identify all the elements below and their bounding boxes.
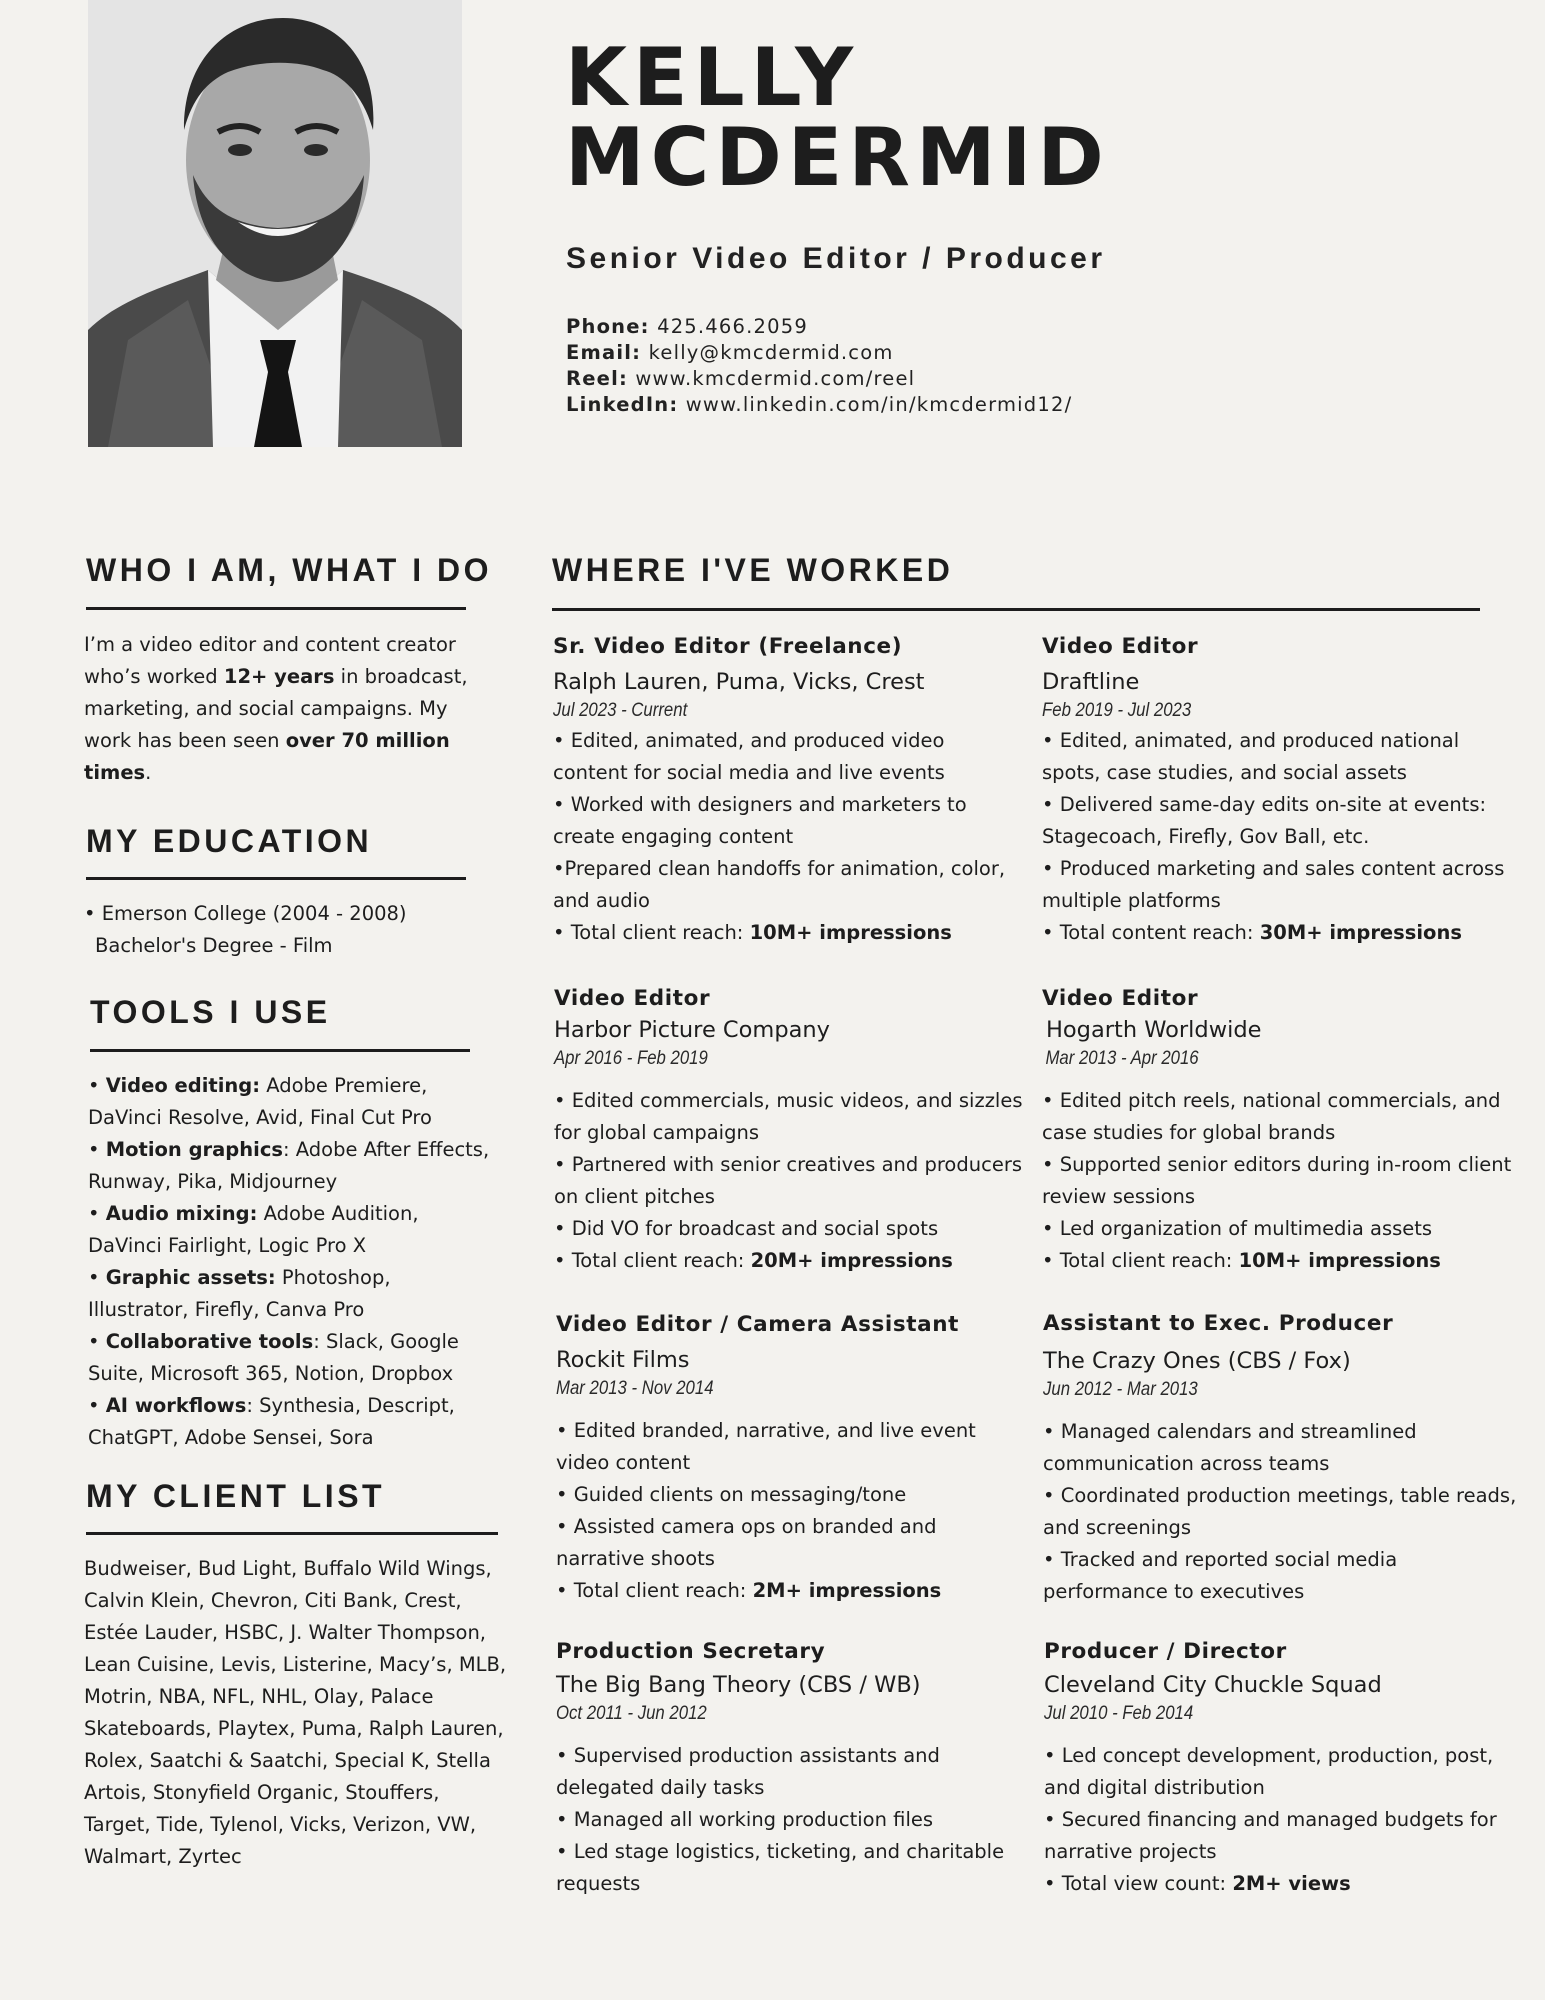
job-reach	[1042, 917, 1522, 949]
job-dates: Mar 2013 - Apr 2016	[1045, 1047, 1199, 1069]
job-bullet: • Led stage logistics, ticketing, and charitable requests	[556, 1840, 1005, 1895]
job-bullet: • Edited, animated, and produced video content for social media and live events	[553, 729, 945, 784]
who-text-2: in broadcast, marketing, and social campaigns. My work has been seen	[84, 665, 468, 752]
job-bullet: • Worked with designers and marketers to create engaging content	[553, 793, 967, 848]
job-reach-value: 2M+ views	[1232, 1872, 1351, 1895]
job-bullets	[1043, 1416, 1523, 1608]
tool-names: : Synthesia, Descript, ChatGPT, Adobe Sensei, Sora	[88, 1394, 455, 1449]
job-dates: Feb 2019 - Jul 2023	[1042, 699, 1192, 721]
job-bullet: • Guided clients on messaging/tone	[556, 1483, 907, 1506]
job-title: Video Editor	[1042, 986, 1199, 1011]
job-bullets	[1042, 725, 1522, 949]
candidate-name	[565, 31, 1110, 204]
work-divider	[552, 608, 1480, 611]
contact-reel-value: www.kmcdermid.com/reel	[635, 367, 916, 390]
profile-photo	[88, 0, 462, 447]
job-bullets	[553, 725, 1023, 949]
who-text-1: I’m a video editor and content creator who’s worked	[84, 633, 456, 688]
job-reach	[554, 1245, 1024, 1277]
job-reach-value: 10M+ impressions	[749, 921, 952, 944]
job-title: Producer / Director	[1044, 1639, 1287, 1664]
job-entry	[556, 1638, 1026, 1900]
tool-category: Motion graphics	[105, 1138, 284, 1161]
job-bullets	[554, 1085, 1024, 1277]
job-company: Cleveland City Chuckle Squad	[1044, 1672, 1382, 1698]
work-section-title: WHERE I'VE WORKED	[552, 552, 954, 588]
job-bullet: • Managed calendars and streamlined communication across teams	[1043, 1420, 1417, 1475]
tool-names: : Slack, Google Suite, Microsoft 365, Notion, Dropbox	[88, 1330, 459, 1385]
job-title: Assistant to Exec. Producer	[1043, 1311, 1394, 1336]
clients-divider	[86, 1532, 498, 1535]
job-entry	[553, 633, 1023, 949]
job-reach-value: 30M+ impressions	[1259, 921, 1462, 944]
job-dates: Jul 2023 - Current	[553, 699, 688, 721]
job-reach-value: 10M+ impressions	[1238, 1249, 1441, 1272]
clients-section-title: MY CLIENT LIST	[86, 1478, 386, 1514]
job-title: Sr. Video Editor (Freelance)	[553, 634, 903, 659]
job-title: Video Editor / Camera Assistant	[556, 1312, 960, 1337]
tool-names: Adobe Premiere, DaVinci Resolve, Avid, Final Cut Pro	[88, 1074, 432, 1129]
job-bullet: • Edited commercials, music videos, and sizzles for global campaigns	[554, 1089, 1023, 1144]
contact-phone[interactable]	[566, 314, 1072, 340]
education-section-title: MY EDUCATION	[86, 823, 373, 859]
tool-item: • Video editing: Adobe Premiere, DaVinci Resolve, Avid, Final Cut Pro	[88, 1074, 432, 1129]
contact-linkedin-label: LinkedIn:	[566, 393, 679, 416]
job-entry	[1043, 1310, 1523, 1608]
job-bullet: • Supervised production assistants and delegated daily tasks	[556, 1744, 940, 1799]
job-reach	[553, 917, 1023, 949]
job-bullet: • Secured financing and managed budgets for narrative projects	[1044, 1808, 1497, 1863]
tool-names: : Adobe After Effects, Runway, Pika, Midjourney	[88, 1138, 490, 1193]
job-reach-value: 20M+ impressions	[750, 1249, 953, 1272]
job-bullet: • Assisted camera ops on branded and narrative shoots	[556, 1515, 937, 1570]
job-dates: Apr 2016 - Feb 2019	[554, 1047, 708, 1069]
job-bullet: • Coordinated production meetings, table reads, and screenings	[1043, 1484, 1517, 1539]
job-company: Ralph Lauren, Puma, Vicks, Crest	[553, 669, 925, 695]
job-headline: Senior Video Editor / Producer	[566, 242, 1106, 275]
job-title: Video Editor	[1042, 634, 1199, 659]
tool-category: Collaborative tools	[105, 1330, 314, 1353]
job-entry	[1042, 985, 1522, 1277]
job-reach-label: • Total content reach:	[1042, 921, 1260, 944]
tools-section-title: TOOLS I USE	[90, 994, 331, 1030]
job-reach-label: • Total view count:	[1044, 1872, 1233, 1895]
tool-category: Video editing:	[105, 1074, 261, 1097]
contact-phone-value: 425.466.2059	[657, 315, 808, 338]
education-divider	[86, 877, 466, 880]
tool-item: • Audio mixing: Adobe Audition, DaVinci Fairlight, Logic Pro X	[88, 1202, 419, 1257]
tools-divider	[90, 1049, 470, 1052]
job-company: Rockit Films	[556, 1347, 690, 1373]
tool-category: AI workflows	[105, 1394, 247, 1417]
job-company: Harbor Picture Company	[554, 1017, 830, 1043]
job-company: The Crazy Ones (CBS / Fox)	[1043, 1348, 1351, 1374]
job-bullet: • Led organization of multimedia assets	[1042, 1217, 1433, 1240]
job-company: Hogarth Worldwide	[1046, 1017, 1262, 1043]
job-bullet: • Managed all working production files	[556, 1808, 934, 1831]
education-degree: Bachelor's Degree - Film	[95, 934, 333, 957]
who-section-title: WHO I AM, WHAT I DO	[86, 552, 492, 588]
job-reach-value: 2M+ impressions	[752, 1579, 942, 1602]
contact-email-label: Email:	[566, 341, 642, 364]
job-bullet: • Edited, animated, and produced national spots, case studies, and social assets	[1042, 729, 1460, 784]
contact-block	[566, 314, 1072, 418]
job-title: Production Secretary	[556, 1639, 826, 1664]
job-title: Video Editor	[554, 986, 711, 1011]
name-last: MCDERMID	[565, 111, 1110, 204]
job-reach-label: • Total client reach:	[554, 1249, 751, 1272]
tool-names: Adobe Audition, DaVinci Fairlight, Logic Pro X	[88, 1202, 419, 1257]
contact-phone-label: Phone:	[566, 315, 650, 338]
contact-linkedin[interactable]	[566, 392, 1072, 418]
contact-linkedin-value: www.linkedin.com/in/kmcdermid12/	[685, 393, 1073, 416]
job-bullet: • Did VO for broadcast and social spots	[554, 1217, 939, 1240]
job-reach	[556, 1575, 1026, 1607]
tool-item: • AI workflows: Synthesia, Descript, ChatGPT, Adobe Sensei, Sora	[88, 1394, 455, 1449]
job-bullets	[1042, 1085, 1522, 1277]
contact-reel[interactable]	[566, 366, 1072, 392]
contact-reel-label: Reel:	[566, 367, 628, 390]
job-bullet: •Prepared clean handoffs for animation, color, and audio	[553, 857, 1006, 912]
tool-item: • Collaborative tools: Slack, Google Suite, Microsoft 365, Notion, Dropbox	[88, 1330, 459, 1385]
tool-category: Audio mixing:	[105, 1202, 258, 1225]
job-company: Draftline	[1042, 669, 1140, 695]
job-bullets	[556, 1740, 1026, 1900]
job-dates: Jul 2010 - Feb 2014	[1044, 1702, 1194, 1724]
who-highlight-views: over 70 million times	[84, 729, 450, 784]
education-entry	[84, 898, 484, 962]
job-reach	[1044, 1868, 1524, 1900]
job-bullet: • Tracked and reported social media performance to executives	[1043, 1548, 1398, 1603]
who-highlight-years: 12+ years	[223, 665, 335, 688]
contact-email[interactable]	[566, 340, 1072, 366]
job-bullet: • Edited branded, narrative, and live event video content	[556, 1419, 976, 1474]
job-dates: Oct 2011 - Jun 2012	[556, 1702, 707, 1724]
who-divider	[86, 607, 466, 610]
job-bullet: • Led concept development, production, post, and digital distribution	[1044, 1744, 1494, 1799]
job-bullets	[1044, 1740, 1524, 1900]
tool-item: • Motion graphics: Adobe After Effects, Runway, Pika, Midjourney	[88, 1138, 490, 1193]
job-dates: Jun 2012 - Mar 2013	[1043, 1378, 1198, 1400]
job-bullet: • Partnered with senior creatives and producers on client pitches	[554, 1153, 1022, 1208]
tool-item: • Graphic assets: Photoshop, Illustrator, Firefly, Canva Pro	[88, 1266, 391, 1321]
education-school: • Emerson College (2004 - 2008)	[84, 902, 407, 925]
job-bullet: • Delivered same-day edits on-site at events: Stagecoach, Firefly, Gov Ball, etc.	[1042, 793, 1487, 848]
job-reach-label: • Total client reach:	[556, 1579, 753, 1602]
job-reach-label: • Total client reach:	[553, 921, 750, 944]
tool-names: Photoshop, Illustrator, Firefly, Canva Pro	[88, 1266, 391, 1321]
job-reach-label: • Total client reach:	[1042, 1249, 1239, 1272]
job-reach	[1042, 1245, 1522, 1277]
job-bullet: • Edited pitch reels, national commercials, and case studies for global brands	[1042, 1089, 1501, 1144]
job-entry	[1042, 633, 1522, 949]
job-entry	[556, 1311, 1026, 1607]
tools-list	[88, 1070, 493, 1454]
client-list: Budweiser, Bud Light, Buffalo Wild Wings, Calvin Klein, Chevron, Citi Bank, Crest, Estée Lauder, HSBC, J. Walter Thompson, Lean Cuisine, Levis, Listerine, Macy’s, MLB, Motrin, NBA, NFL, NHL, Olay, Palace Skateboards, Playtex, Puma, Ralph Lauren, Rolex, Saatchi & Saatchi, Special K, Stella Artois, Stonyfield Organic, Stouffers, Target, Tide, Tylenol, Vicks, Verizon, VW, Walmart, Zyrtec	[84, 1557, 507, 1868]
job-bullets	[556, 1415, 1026, 1607]
tool-category: Graphic assets:	[105, 1266, 276, 1289]
job-entry	[1044, 1638, 1524, 1900]
name-first: KELLY	[565, 31, 860, 124]
job-company: The Big Bang Theory (CBS / WB)	[556, 1672, 921, 1698]
job-bullet: • Supported senior editors during in-room client review sessions	[1042, 1153, 1512, 1208]
job-entry	[554, 985, 1024, 1277]
who-text-3: .	[145, 761, 152, 784]
who-summary	[84, 629, 484, 789]
contact-email-value: kelly@kmcdermid.com	[648, 341, 894, 364]
job-bullet: • Produced marketing and sales content across multiple platforms	[1042, 857, 1505, 912]
job-dates: Mar 2013 - Nov 2014	[556, 1377, 714, 1399]
